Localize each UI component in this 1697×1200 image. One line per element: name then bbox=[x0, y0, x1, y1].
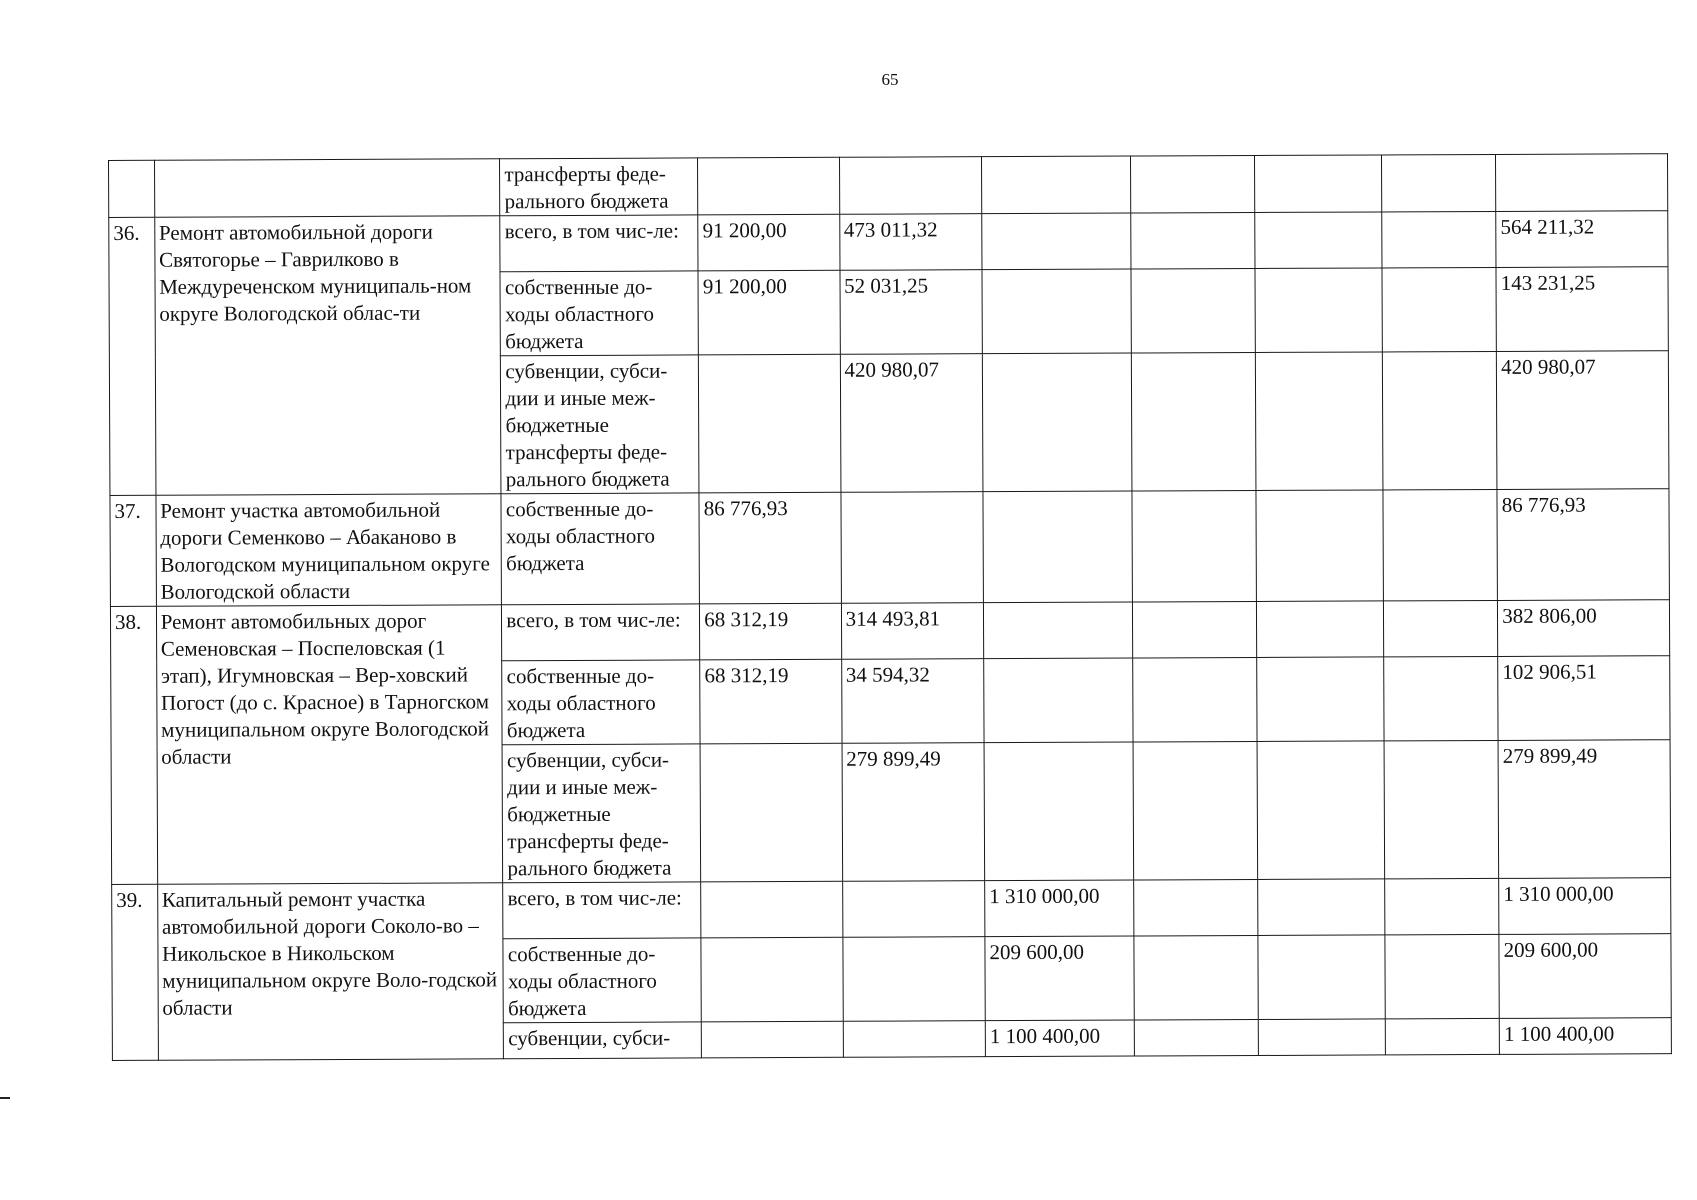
amount-v1: 68 312,19 bbox=[700, 659, 842, 744]
empty-cell bbox=[1132, 601, 1256, 658]
item-number: 38. bbox=[110, 606, 157, 884]
empty-cell bbox=[1385, 1018, 1499, 1054]
amount-v2 bbox=[839, 157, 982, 215]
amount-total: 279 899,49 bbox=[1498, 740, 1670, 879]
empty-cell bbox=[1255, 352, 1383, 491]
page-number: 65 bbox=[881, 70, 899, 89]
item-number: 37. bbox=[110, 495, 156, 606]
amount-v2: 34 594,32 bbox=[841, 659, 984, 744]
funding-source: субвенции, субси-дии и иные меж-бюджетные трансферты феде-рального бюджета bbox=[501, 355, 699, 494]
amount-total: 1 310 000,00 bbox=[1499, 878, 1671, 935]
amount-v1 bbox=[701, 881, 843, 938]
funding-source: субвенции, субси-дии и иные меж-бюджетные трансферты феде-рального бюджета bbox=[502, 744, 700, 883]
item-number: 36. bbox=[109, 217, 156, 495]
amount-v3: 209 600,00 bbox=[985, 936, 1134, 1021]
empty-cell bbox=[1256, 601, 1383, 658]
amount-v1: 91 200,00 bbox=[698, 214, 840, 271]
empty-cell bbox=[1133, 741, 1258, 880]
empty-cell bbox=[1256, 490, 1384, 602]
empty-cell bbox=[1134, 1019, 1258, 1056]
empty-cell bbox=[1254, 155, 1381, 213]
table-row bbox=[110, 489, 1669, 607]
amount-total: 1 100 400,00 bbox=[1499, 1018, 1671, 1055]
empty-cell bbox=[1382, 267, 1497, 351]
funding-source: собственные до-ходы областного бюджета bbox=[503, 938, 701, 1023]
empty-cell bbox=[1383, 600, 1497, 656]
funding-source: собственные до-ходы областного бюджета bbox=[502, 660, 700, 745]
amount-v3 bbox=[981, 156, 1130, 214]
amount-v1 bbox=[698, 157, 840, 215]
amount-v2 bbox=[842, 937, 985, 1022]
amount-v3 bbox=[983, 491, 1132, 603]
amount-v3: 1 310 000,00 bbox=[985, 880, 1134, 937]
amount-v1 bbox=[702, 1021, 843, 1058]
amount-total bbox=[1496, 154, 1668, 212]
funding-source: субвенции, субси- bbox=[504, 1022, 702, 1059]
amount-total: 564 211,32 bbox=[1496, 211, 1668, 268]
funding-source: всего, в том чис-ле: bbox=[500, 215, 698, 272]
amount-v2 bbox=[842, 881, 985, 938]
amount-v3: 1 100 400,00 bbox=[985, 1020, 1134, 1057]
empty-cell bbox=[1382, 211, 1496, 267]
item-name: Ремонт участка автомобильной дороги Семенково – Абаканово в Вологодском муниципальном округе Вологодской области bbox=[156, 494, 502, 607]
amount-v1: 68 312,19 bbox=[700, 603, 842, 660]
item-name bbox=[154, 159, 500, 218]
amount-v2: 420 980,07 bbox=[840, 354, 983, 493]
table-row bbox=[110, 600, 1669, 663]
item-name: Капитальный ремонт участка автомобильной дороги Соколо-во – Никольское в Никольском муниципальном округе Воло-годской области bbox=[157, 883, 503, 1061]
item-name: Ремонт автомобильной дороги Святогорье – Гаврилково в Междуреченском муниципаль-ном округе Вологодской облас-ти bbox=[154, 216, 501, 496]
empty-cell bbox=[1130, 155, 1254, 213]
empty-cell bbox=[1255, 212, 1382, 269]
empty-cell bbox=[1131, 352, 1256, 491]
empty-cell bbox=[1131, 212, 1255, 269]
empty-cell bbox=[1258, 935, 1386, 1020]
item-name: Ремонт автомобильных дорог Семеновская – Поспеловская (1 этап), Игумновская – Вер-ховский Погост (до с. Красное) в Тарногском муниципальном округе Вологодской области bbox=[156, 605, 503, 885]
amount-v3 bbox=[984, 742, 1134, 881]
empty-cell bbox=[1131, 268, 1255, 353]
amount-total: 420 980,07 bbox=[1497, 351, 1669, 490]
empty-cell bbox=[1382, 351, 1497, 489]
amount-v3 bbox=[982, 353, 1132, 492]
amount-total: 143 231,25 bbox=[1496, 267, 1668, 352]
empty-cell bbox=[1258, 1019, 1385, 1056]
empty-cell bbox=[1257, 879, 1384, 936]
funding-source: трансферты феде-ральнoго бюджета bbox=[500, 158, 698, 216]
amount-v3 bbox=[984, 658, 1133, 743]
item-number bbox=[109, 160, 155, 217]
empty-cell bbox=[1385, 934, 1500, 1018]
amount-v2 bbox=[843, 1021, 986, 1058]
empty-cell bbox=[1132, 490, 1256, 602]
funding-source: всего, в том чис-ле: bbox=[502, 604, 700, 661]
amount-v2 bbox=[841, 492, 984, 604]
amount-v1 bbox=[701, 937, 843, 1022]
empty-cell bbox=[1133, 657, 1257, 742]
funding-source: собственные до-ходы областного бюджета bbox=[500, 271, 698, 356]
amount-v3 bbox=[982, 213, 1131, 270]
amount-v2: 279 899,49 bbox=[842, 743, 985, 882]
empty-cell bbox=[1384, 656, 1499, 740]
amount-total: 86 776,93 bbox=[1497, 489, 1669, 601]
table-row bbox=[109, 211, 1668, 274]
amount-v1: 91 200,00 bbox=[698, 270, 840, 355]
amount-v1 bbox=[700, 743, 842, 882]
empty-cell bbox=[1134, 879, 1258, 936]
amount-v1 bbox=[699, 354, 841, 493]
amount-total: 102 906,51 bbox=[1498, 656, 1670, 741]
funding-source: всего, в том чис-ле: bbox=[503, 882, 701, 939]
empty-cell bbox=[1257, 657, 1385, 742]
amount-v3 bbox=[982, 269, 1131, 354]
funding-source: собственные до-ходы областного бюджета bbox=[501, 493, 699, 605]
amount-v3 bbox=[983, 602, 1132, 659]
item-number: 39. bbox=[112, 884, 158, 1060]
empty-cell bbox=[1385, 878, 1499, 934]
amount-total: 382 806,00 bbox=[1498, 600, 1670, 657]
empty-cell bbox=[1255, 268, 1383, 353]
empty-cell bbox=[1257, 741, 1385, 880]
amount-v1: 86 776,93 bbox=[699, 492, 841, 604]
margin-mark bbox=[0, 1097, 10, 1099]
empty-cell bbox=[1383, 489, 1498, 600]
table-row bbox=[112, 878, 1671, 941]
empty-cell bbox=[1134, 935, 1258, 1020]
amount-total: 209 600,00 bbox=[1499, 934, 1671, 1019]
amount-v2: 314 493,81 bbox=[841, 603, 984, 660]
empty-cell bbox=[1382, 154, 1496, 211]
empty-cell bbox=[1384, 740, 1499, 878]
table-row bbox=[109, 154, 1668, 218]
budget-table bbox=[108, 153, 1672, 1061]
amount-v2: 52 031,25 bbox=[840, 270, 983, 355]
amount-v2: 473 011,32 bbox=[839, 214, 982, 271]
